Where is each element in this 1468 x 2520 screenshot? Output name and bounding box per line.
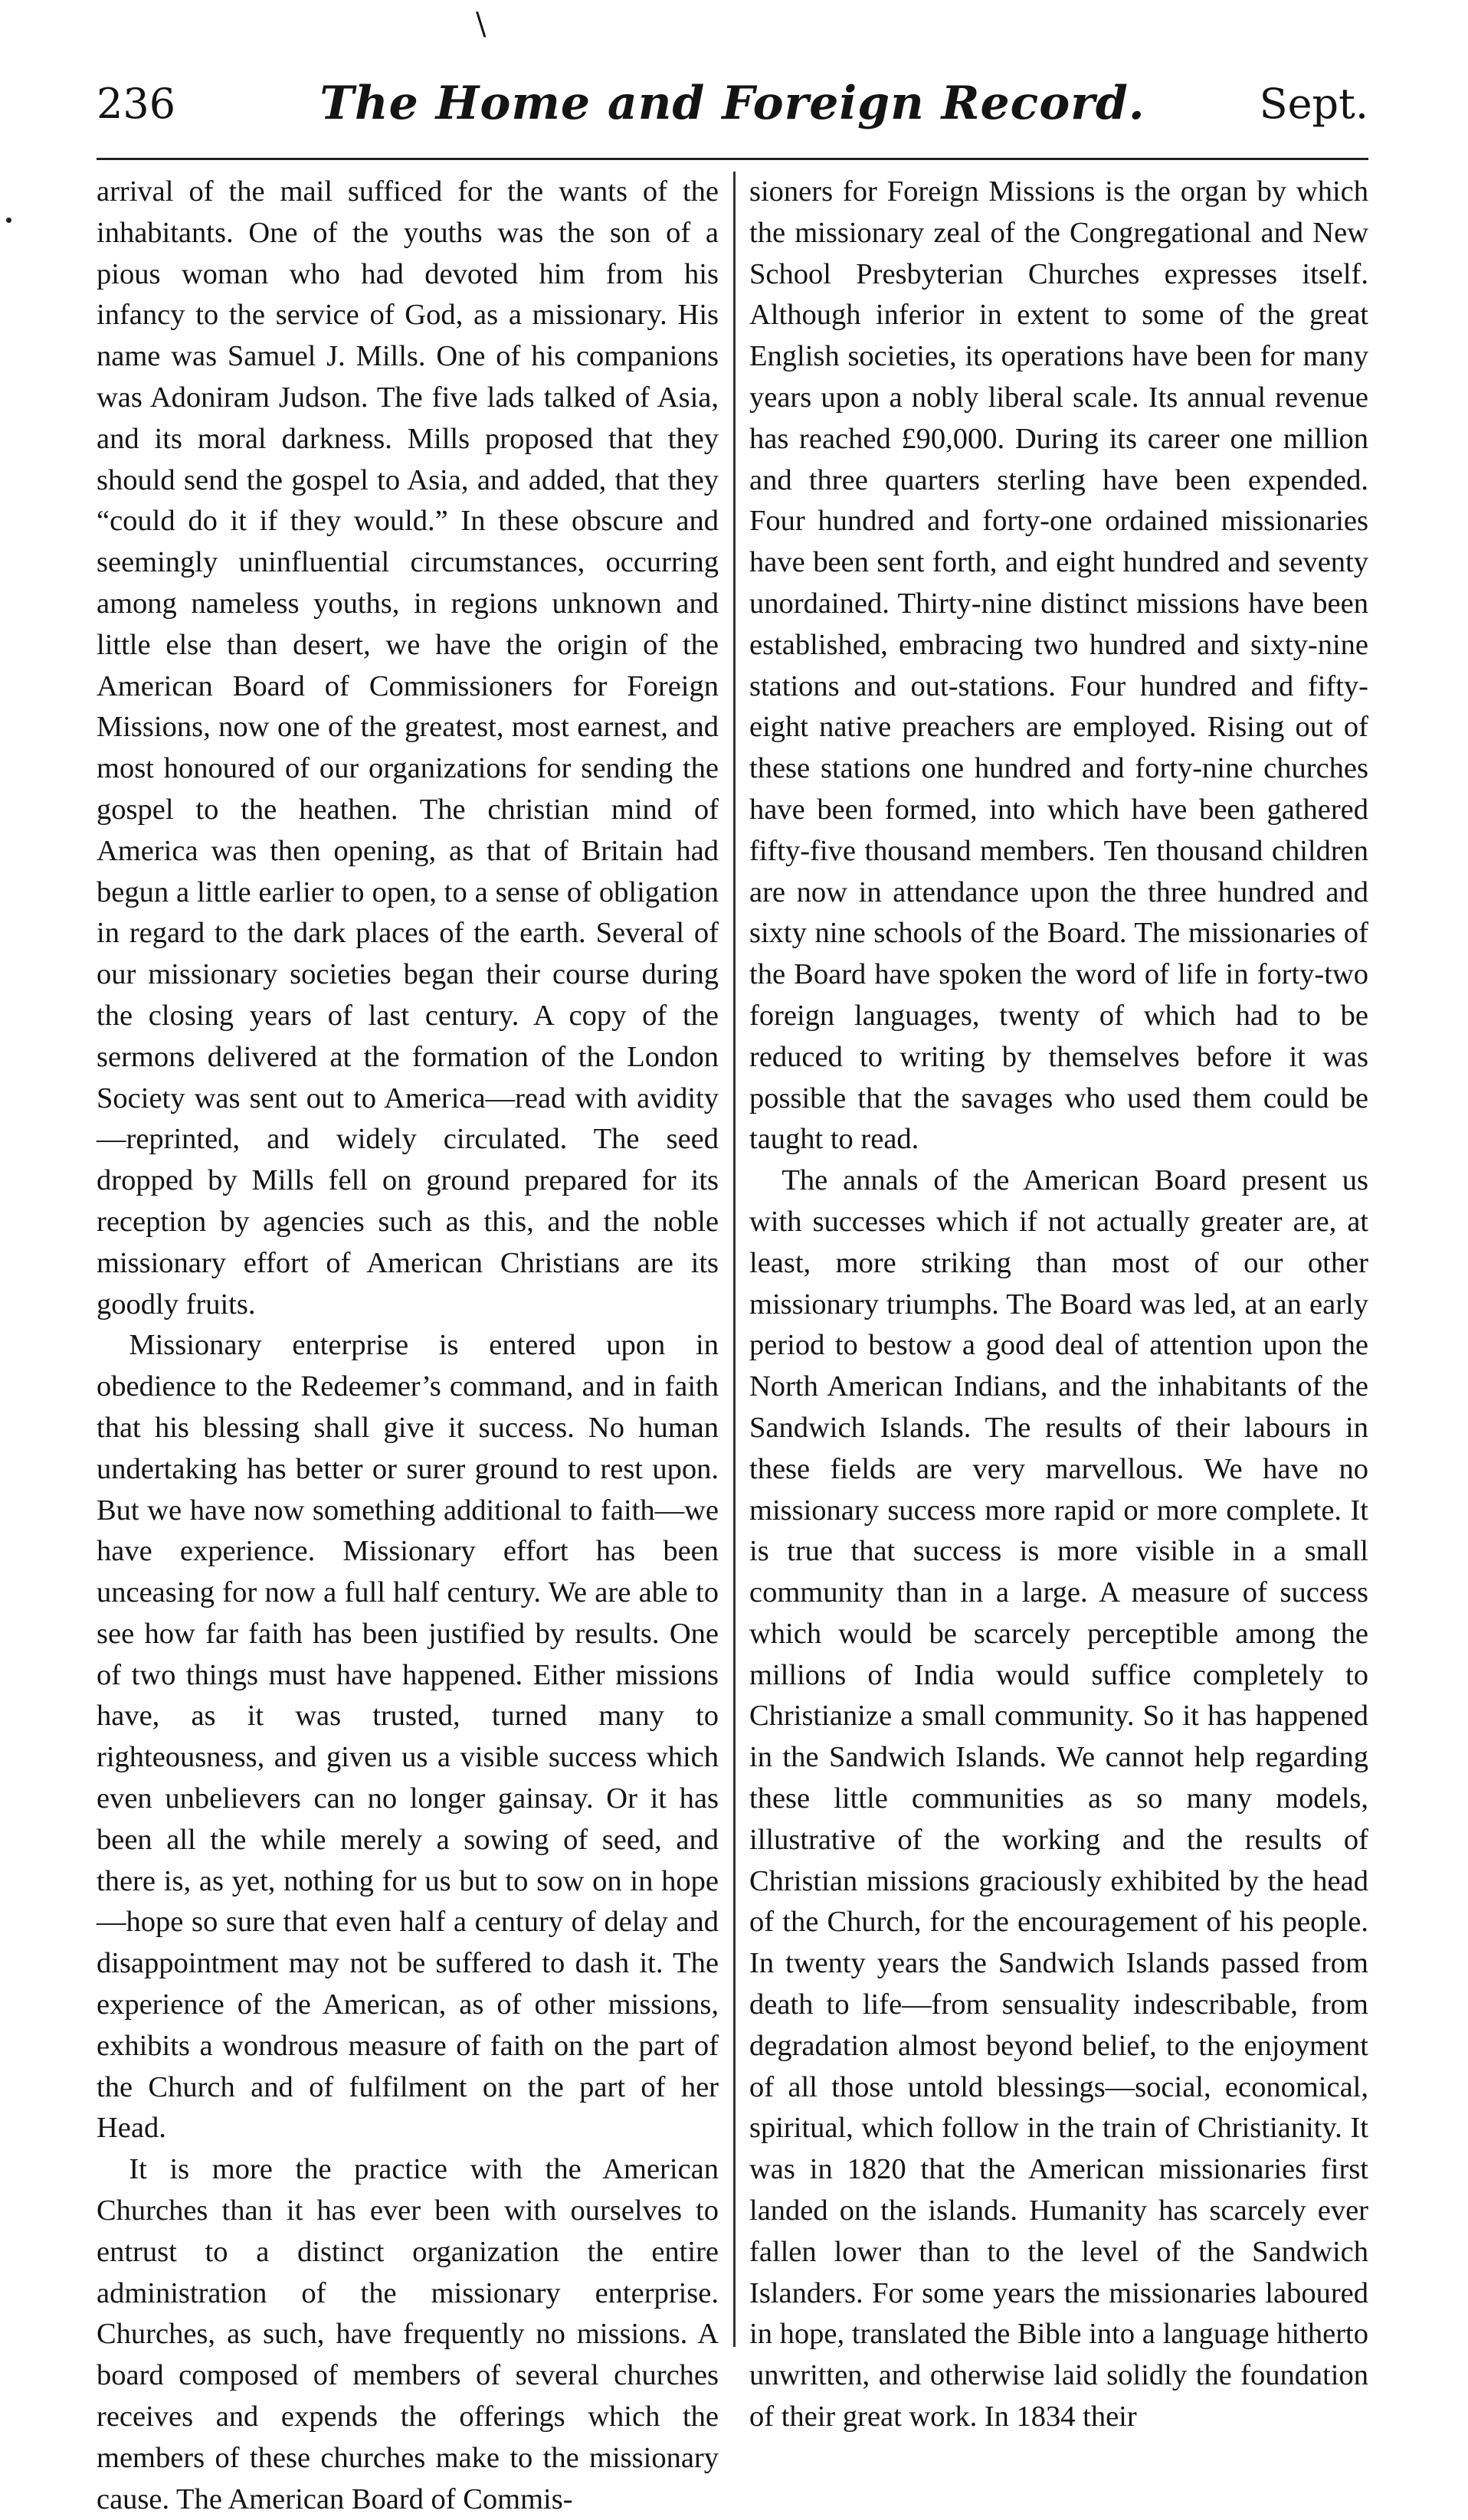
right-column xyxy=(749,172,1368,2433)
column-divider xyxy=(733,172,736,2347)
issue-month: Sept. xyxy=(1259,80,1368,128)
paragraph: Missionary enterprise is entered upon in obedience to the Redeemer’s command, and in faith that his blessing shall give it success. No human undertaking has better or surer ground to rest upon. But we have now something additional to faith—we have experience. Missionary effort has been unceasing for now a full half century. We are able to see how far faith has been justified by results. One of two things must have happened. Either missions have, as it was trusted, turned many to righteousness, and given us a visible success which even unbelievers can no longer gainsay. Or it has been all the while merely a sowing of seed, and there is, as yet, nothing for us but to sow on in hope—hope so sure that even half a century of delay and disappointment may not be suffered to dash it. The experience of the American, as of other missions, exhibits a wondrous measure of faith on the part of the Church and of fulfilment on the part of her Head. xyxy=(97,1329,719,2145)
paragraph: arrival of the mail sufficed for the wants of the inhabitants. One of the youths was the son of a pious woman who had devoted him from his infancy to the service of God, as a missionary. His name was Samuel J. Mills. One of his companions was Adoniram Judson. The five lads talked of Asia, and its moral darkness. Mills proposed that they should send the gospel to Asia, and added, that they “could do it if they would.” In these obscure and seemingly uninfluential circumstances, occurring among nameless youths, in regions unknown and little else than desert, we have the origin of the American Board of Commissioners for Foreign Missions, now one of the greatest, most earnest, and most honoured of our organizations for sending the gospel to the heathen. The christian mind of America was then opening, as that of Britain had begun a little earlier to open, to a sense of obligation in regard to the dark places of the earth. Several of our missionary societies began their course during the closing years of last century. A copy of the sermons delivered at the formation of the London Society was sent out to America—read with avidity—reprinted, and widely circulated. The seed dropped by Mills fell on ground prepared for its reception by agencies such as this, and the noble missionary effort of American Christians are its goodly fruits. xyxy=(97,175,719,1321)
running-header xyxy=(97,74,1368,160)
paragraph: sioners for Foreign Missions is the organ by which the missionary zeal of the Congregational and New School Presbyterian Churches expresses itself. Although inferior in extent to some of the great English societies, its operations have been for many years upon a nobly liberal scale. Its annual revenue has reached £90,000. During its career one million and three quarters sterling have been expended. Four hundred and forty-one ordained missionaries have been sent forth, and eight hundred and seventy unordained. Thirty-nine distinct missions have been established, embracing two hundred and sixty-nine stations and out-stations. Four hundred and fifty-eight native preachers are employed. Rising out of these stations one hundred and forty-nine churches have been formed, into which have been gathered fifty-five thousand members. Ten thousand children are now in attendance upon the three hundred and sixty nine schools of the Board. The missionaries of the Board have spoken the word of life in forty-two foreign languages, twenty of which had to be reduced to writing by themselves before it was possible that the savages who used them could be taught to read. xyxy=(749,175,1368,1156)
page-number: 236 xyxy=(97,80,176,128)
left-column xyxy=(97,172,719,2515)
stray-tick-mark: \ xyxy=(476,7,487,42)
paragraph: It is more the practice with the American Churches than it has ever been with ourselves to entrust to a distinct organization the entire administration of the missionary enterprise. Churches, as such, have frequently no missions. A board composed of members of several churches receives and expends the offerings which the members of these churches make to the missionary cause. The American Board of Commis- xyxy=(97,2153,719,2515)
margin-dot xyxy=(6,218,11,223)
journal-title: The Home and Foreign Record. xyxy=(319,77,1145,130)
paragraph: The annals of the American Board present us with successes which if not actually greater are, at least, more striking than most of our other missionary triumphs. The Board was led, at an early period to bestow a good deal of attention upon the North American Indians, and the inhabitants of the Sandwich Islands. The results of their labours in these fields are very marvellous. We have no missionary success more rapid or more complete. It is true that success is more visible in a small community than in a large. A measure of success which would be scarcely perceptible among the millions of India would suffice completely to Christianize a small community. So it has happened in the Sandwich Islands. We cannot help regarding these little communities as so many models, illustrative of the working and the results of Christian missions graciously exhibited by the head of the Church, for the encouragement of his people. In twenty years the Sandwich Islands passed from death to life—from sensuality indescribable, from degradation almost beyond belief, to the enjoyment of all those untold blessings—social, economical, spiritual, which follow in the train of Christianity. It was in 1820 that the American missionaries first landed on the islands. Humanity has scarcely ever fallen lower than to the level of the Sandwich Islanders. For some years the missionaries laboured in hope, translated the Bible into a language hitherto unwritten, and otherwise laid solidly the foundation of their great work. In 1834 their xyxy=(749,1164,1368,2433)
